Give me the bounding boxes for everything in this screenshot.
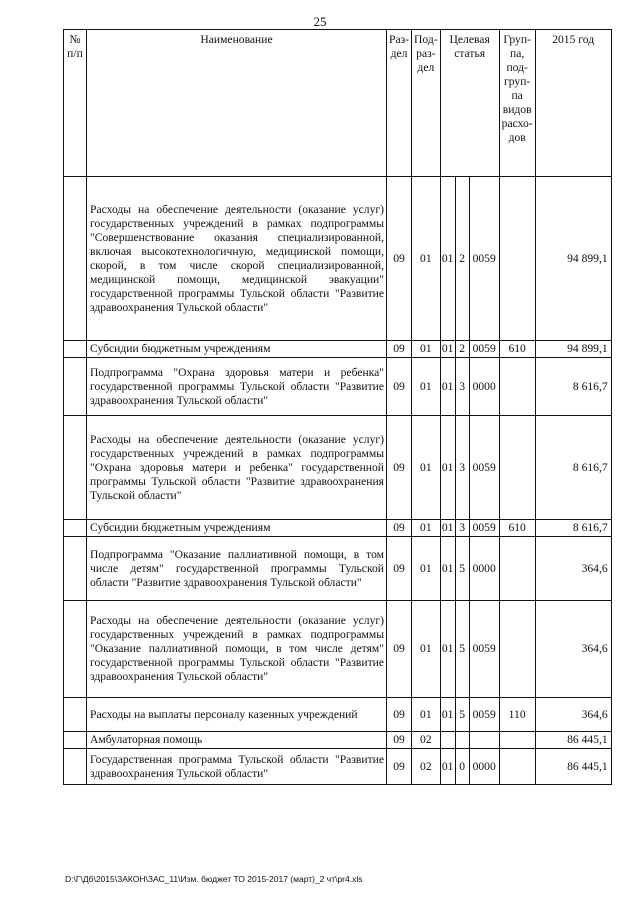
row-target-subprogram: 0 xyxy=(455,749,469,785)
row-target-subprogram: 2 xyxy=(455,341,469,358)
row-name: Амбулаторная помощь xyxy=(87,732,387,749)
row-sum: 94 899,1 xyxy=(535,341,611,358)
row-target-program: 01 xyxy=(440,749,455,785)
row-target-program: 01 xyxy=(440,341,455,358)
row-vid xyxy=(499,601,535,698)
header-num: № п/п xyxy=(64,30,87,177)
row-podrazdel: 01 xyxy=(412,698,441,732)
row-razdel: 09 xyxy=(387,601,412,698)
row-target-program: 01 xyxy=(440,537,455,601)
table-row xyxy=(64,520,612,537)
row-target-direction xyxy=(469,732,499,749)
row-sum: 364,6 xyxy=(535,698,611,732)
row-podrazdel: 01 xyxy=(412,416,441,520)
row-razdel: 09 xyxy=(387,520,412,537)
table-row xyxy=(64,749,612,785)
header-year: 2015 год xyxy=(535,30,611,177)
row-target-direction: 0059 xyxy=(469,601,499,698)
row-razdel: 09 xyxy=(387,732,412,749)
row-razdel: 09 xyxy=(387,341,412,358)
header-name: Наименование xyxy=(87,30,387,177)
row-sum: 364,6 xyxy=(535,537,611,601)
row-sum: 8 616,7 xyxy=(535,520,611,537)
row-target-program: 01 xyxy=(440,177,455,341)
row-target-direction: 0000 xyxy=(469,749,499,785)
row-razdel: 09 xyxy=(387,177,412,341)
row-name: Расходы на обеспечение деятельности (оказание услуг) государственных учреждений в рамках подпрограммы "Совершенствование оказания специализированной, включая высокотехнологичную, медицинской помощи, скорой, в том числе скорой специализированной, медицинской помощи, медицинской эвакуации" государственной программы Тульской области "Развитие здравоохранения Тульской области" xyxy=(87,177,387,341)
row-name: Субсидии бюджетным учреждениям xyxy=(87,341,387,358)
table-row xyxy=(64,732,612,749)
row-podrazdel: 02 xyxy=(412,749,441,785)
row-target-subprogram xyxy=(455,732,469,749)
row-target-direction: 0059 xyxy=(469,416,499,520)
row-name: Расходы на выплаты персоналу казенных учреждений xyxy=(87,698,387,732)
header-vid: Груп-па, под-груп-па видов расхо-дов xyxy=(499,30,535,177)
row-razdel: 09 xyxy=(387,416,412,520)
row-sum: 364,6 xyxy=(535,601,611,698)
row-target-subprogram: 5 xyxy=(455,601,469,698)
row-target-direction: 0059 xyxy=(469,341,499,358)
row-target-subprogram: 3 xyxy=(455,358,469,416)
row-target-program: 01 xyxy=(440,601,455,698)
row-vid xyxy=(499,749,535,785)
row-name: Подпрограмма "Охрана здоровья матери и ребенка" государственной программы Тульской области "Развитие здравоохранения Тульской области" xyxy=(87,358,387,416)
row-target-subprogram: 2 xyxy=(455,177,469,341)
row-name: Расходы на обеспечение деятельности (оказание услуг) государственных учреждений в рамках подпрограммы "Оказание паллиативной помощи, в том числе детям" государственной программы Тульской области "Развитие здравоохранения Тульской области" xyxy=(87,601,387,698)
row-name: Субсидии бюджетным учреждениям xyxy=(87,520,387,537)
row-podrazdel: 01 xyxy=(412,341,441,358)
row-target-program: 01 xyxy=(440,520,455,537)
row-podrazdel: 01 xyxy=(412,358,441,416)
row-razdel: 09 xyxy=(387,537,412,601)
row-vid: 610 xyxy=(499,341,535,358)
row-target-subprogram: 5 xyxy=(455,698,469,732)
header-row xyxy=(64,30,612,177)
row-sum: 8 616,7 xyxy=(535,358,611,416)
row-vid: 110 xyxy=(499,698,535,732)
table-row xyxy=(64,537,612,601)
row-target-subprogram: 3 xyxy=(455,416,469,520)
row-name: Расходы на обеспечение деятельности (оказание услуг) государственных учреждений в рамках подпрограммы "Охрана здоровья матери и ребенка" государственной программы Тульской области "Развитие здравоохранения Тульской области" xyxy=(87,416,387,520)
row-podrazdel: 01 xyxy=(412,537,441,601)
row-target-direction: 0000 xyxy=(469,537,499,601)
row-target-direction: 0000 xyxy=(469,358,499,416)
header-razdel: Раз-дел xyxy=(387,30,412,177)
row-podrazdel: 01 xyxy=(412,601,441,698)
budget-table xyxy=(63,29,612,785)
row-vid xyxy=(499,416,535,520)
row-vid: 610 xyxy=(499,520,535,537)
row-target-program: 01 xyxy=(440,358,455,416)
row-podrazdel: 01 xyxy=(412,177,441,341)
table-row xyxy=(64,601,612,698)
row-podrazdel: 02 xyxy=(412,732,441,749)
row-vid xyxy=(499,732,535,749)
row-target-program: 01 xyxy=(440,698,455,732)
row-razdel: 09 xyxy=(387,749,412,785)
row-target-program xyxy=(440,732,455,749)
table-row xyxy=(64,358,612,416)
row-podrazdel: 01 xyxy=(412,520,441,537)
header-podrazdel: Под-раз-дел xyxy=(412,30,441,177)
row-target-subprogram: 5 xyxy=(455,537,469,601)
table-row xyxy=(64,698,612,732)
row-vid xyxy=(499,537,535,601)
row-vid xyxy=(499,358,535,416)
row-name: Государственная программа Тульской области "Развитие здравоохранения Тульской области" xyxy=(87,749,387,785)
row-sum: 86 445,1 xyxy=(535,749,611,785)
row-sum: 86 445,1 xyxy=(535,732,611,749)
row-target-direction: 0059 xyxy=(469,177,499,341)
row-razdel: 09 xyxy=(387,698,412,732)
header-target: Целевая статья xyxy=(440,30,499,177)
row-target-direction: 0059 xyxy=(469,520,499,537)
table-row xyxy=(64,416,612,520)
file-path-footer: D:\Г\Дб\2015\ЗАКОН\ЗАС_11\Изм. бюджет ТО 2015-2017 (март)_2 чт\pr4.xls xyxy=(65,874,363,884)
row-sum: 8 616,7 xyxy=(535,416,611,520)
row-target-program: 01 xyxy=(440,416,455,520)
row-razdel: 09 xyxy=(387,358,412,416)
row-name: Подпрограмма "Оказание паллиативной помощи, в том числе детям" государственной программы Тульской области "Развитие здравоохранения Тульской области" xyxy=(87,537,387,601)
table-row xyxy=(64,341,612,358)
row-target-direction: 0059 xyxy=(469,698,499,732)
row-vid xyxy=(499,177,535,341)
row-target-subprogram: 3 xyxy=(455,520,469,537)
row-sum: 94 899,1 xyxy=(535,177,611,341)
table-row xyxy=(64,177,612,341)
page-number: 25 xyxy=(313,14,327,29)
